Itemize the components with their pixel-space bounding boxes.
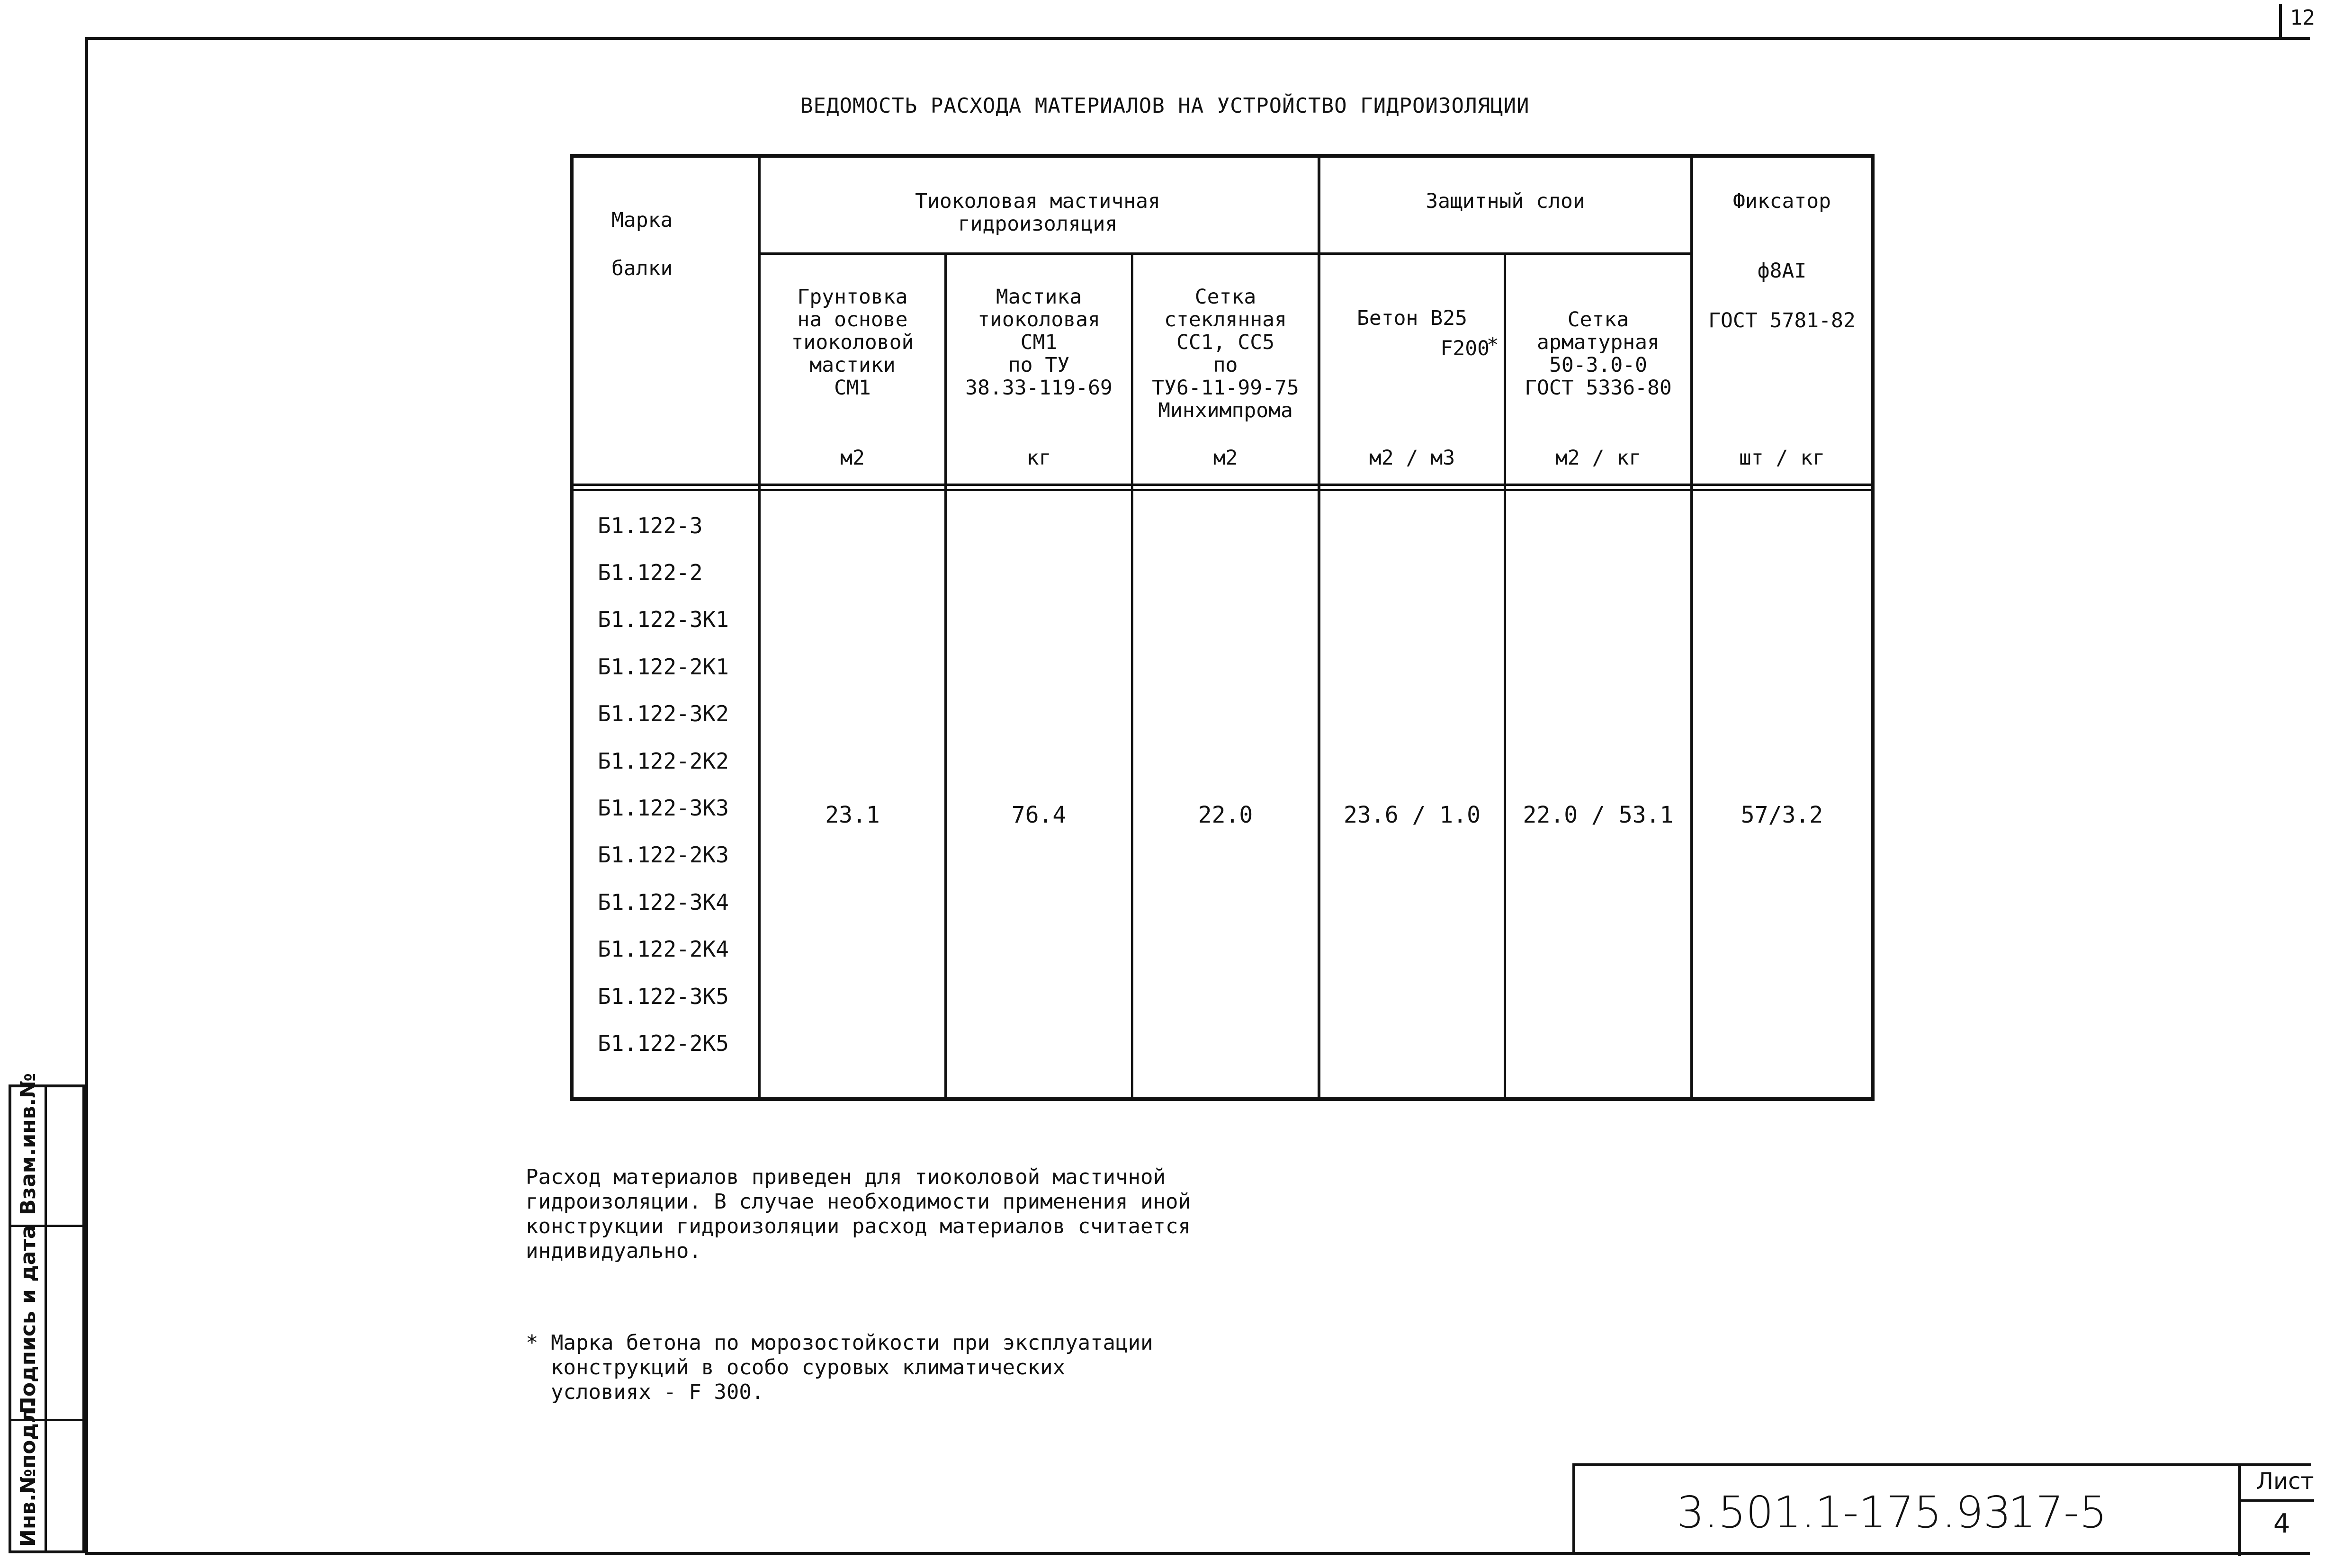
document-sheet-code: 17-5 <box>2008 1487 2107 1538</box>
value-primer: 23.1 <box>825 802 880 828</box>
header-col-rebar-mesh <box>1506 308 1690 399</box>
header-col-concrete <box>1320 307 1504 360</box>
value-rebar-mesh: 22.0 / 53.1 <box>1523 802 1674 828</box>
materials-table <box>570 154 1875 1101</box>
sheet-number: 4 <box>2273 1508 2290 1539</box>
unit-concrete: м2 / м3 <box>1369 446 1455 470</box>
table-vline <box>1690 158 1693 1097</box>
beam-mark: Б1.122-3 <box>598 513 703 538</box>
beam-mark: Б1.122-3К5 <box>598 984 729 1009</box>
beam-mark: Б1.122-3К4 <box>598 889 729 915</box>
header-text: 38.33-119-69 <box>965 376 1113 400</box>
original-inventory-label: Инв.№подл. <box>16 1400 40 1547</box>
frost-resistance-footnote: * Марка бетона по морозостойкости при эксплуатации конструкций в особо суровых климатических условиях - F 300. <box>526 1331 1153 1404</box>
header-text: стеклянная <box>1164 308 1287 332</box>
header-text: СМ1 <box>834 376 871 400</box>
value-glass-mesh: 22.0 <box>1198 802 1253 828</box>
header-group-thiokol-line1: Тиоколовая мастичная <box>915 189 1160 213</box>
header-col-glass-mesh <box>1133 286 1318 422</box>
value-mastic: 76.4 <box>1011 802 1067 828</box>
beam-mark: Б1.122-2К1 <box>598 654 729 680</box>
unit-mastic: кг <box>1026 446 1051 470</box>
replacement-inventory-label: Взам.инв.№ <box>16 1073 40 1215</box>
header-mark-line1: Марка <box>611 208 673 232</box>
header-text: по <box>1213 353 1238 377</box>
header-mark-line2: балки <box>611 257 673 280</box>
header-fixator-gost: ГОСТ 5781-82 <box>1708 309 1856 332</box>
table-hline <box>574 489 1871 491</box>
beam-mark: Б1.122-3К3 <box>598 795 729 821</box>
consumption-note: Расход материалов приведен для тиоколовой мастичной гидроизоляции. В случае необходимости применения иной конструкции гидроизоляции расход материалов считается индивидуально. <box>526 1165 1191 1263</box>
beam-mark: Б1.122-2К5 <box>598 1030 729 1056</box>
table-hline <box>574 484 1871 486</box>
header-text: F200 <box>1440 337 1490 360</box>
beam-mark: Б1.122-3К2 <box>598 701 729 726</box>
header-col-primer <box>761 286 944 399</box>
header-text: Сетка <box>1194 285 1256 309</box>
header-text: ТУ6-11-99-75 <box>1152 376 1299 400</box>
unit-glass-mesh: м2 <box>1213 446 1238 470</box>
side-approval-stamp <box>9 1073 85 1553</box>
header-text: тиоколовая <box>978 308 1100 332</box>
header-fixator-size: ф8АI <box>1757 259 1807 283</box>
sheet-label: Лист <box>2256 1468 2314 1495</box>
unit-rebar-mesh: м2 / кг <box>1555 446 1642 470</box>
signature-date-label: Подпись и дата <box>16 1225 40 1414</box>
header-group-protective: Защитный слои <box>1426 189 1585 213</box>
header-text: ГОСТ 5336-80 <box>1525 376 1672 400</box>
header-text: СМ1 <box>1020 331 1058 354</box>
beam-mark: Б1.122-3К1 <box>598 607 729 632</box>
header-group-thiokol-line2: гидроизоляция <box>958 212 1118 236</box>
header-col-mastic <box>947 286 1131 399</box>
unit-primer: м2 <box>840 446 865 470</box>
value-concrete: 23.6 / 1.0 <box>1344 802 1481 828</box>
header-text: Сетка <box>1567 308 1629 332</box>
header-text: Минхимпрома <box>1158 399 1293 422</box>
corner-sheet-number: 12 <box>2290 6 2315 30</box>
corner-divider <box>2279 4 2282 37</box>
stamp-divider <box>2238 1499 2314 1502</box>
header-text: тиоколовой <box>791 331 914 354</box>
value-fixator: 57/3.2 <box>1741 802 1823 828</box>
header-text: арматурная <box>1537 331 1660 354</box>
header-text: Бетон В25 <box>1357 306 1467 330</box>
beam-mark: Б1.122-2 <box>598 560 703 585</box>
unit-fixator: шт / кг <box>1739 446 1825 470</box>
stamp-divider <box>2238 1466 2241 1556</box>
side-stamp-divider <box>45 1087 47 1550</box>
header-text: по ТУ <box>1008 353 1070 377</box>
header-text: на основе <box>797 308 908 332</box>
beam-mark: Б1.122-2К3 <box>598 842 729 868</box>
header-text: Грунтовка <box>797 285 908 309</box>
table-vline <box>1318 158 1320 1097</box>
header-text: мастики <box>809 353 896 377</box>
header-group-fixator: Фиксатор <box>1732 189 1831 213</box>
page-title: ВЕДОМОСТЬ РАСХОДА МАТЕРИАЛОВ НА УСТРОЙСТВО ГИДРОИЗОЛЯЦИИ <box>800 94 1530 118</box>
beam-mark: Б1.122-2К2 <box>598 748 729 774</box>
header-text: 50-3.0-0 <box>1549 353 1648 377</box>
footnote-star: * <box>1487 333 1499 357</box>
header-text: СС1, СС5 <box>1176 331 1275 354</box>
beam-mark: Б1.122-2К4 <box>598 936 729 962</box>
table-hline <box>758 252 1693 255</box>
header-text: Мастика <box>996 285 1082 309</box>
document-code: 3.501.1-175.93. <box>1677 1487 2025 1538</box>
